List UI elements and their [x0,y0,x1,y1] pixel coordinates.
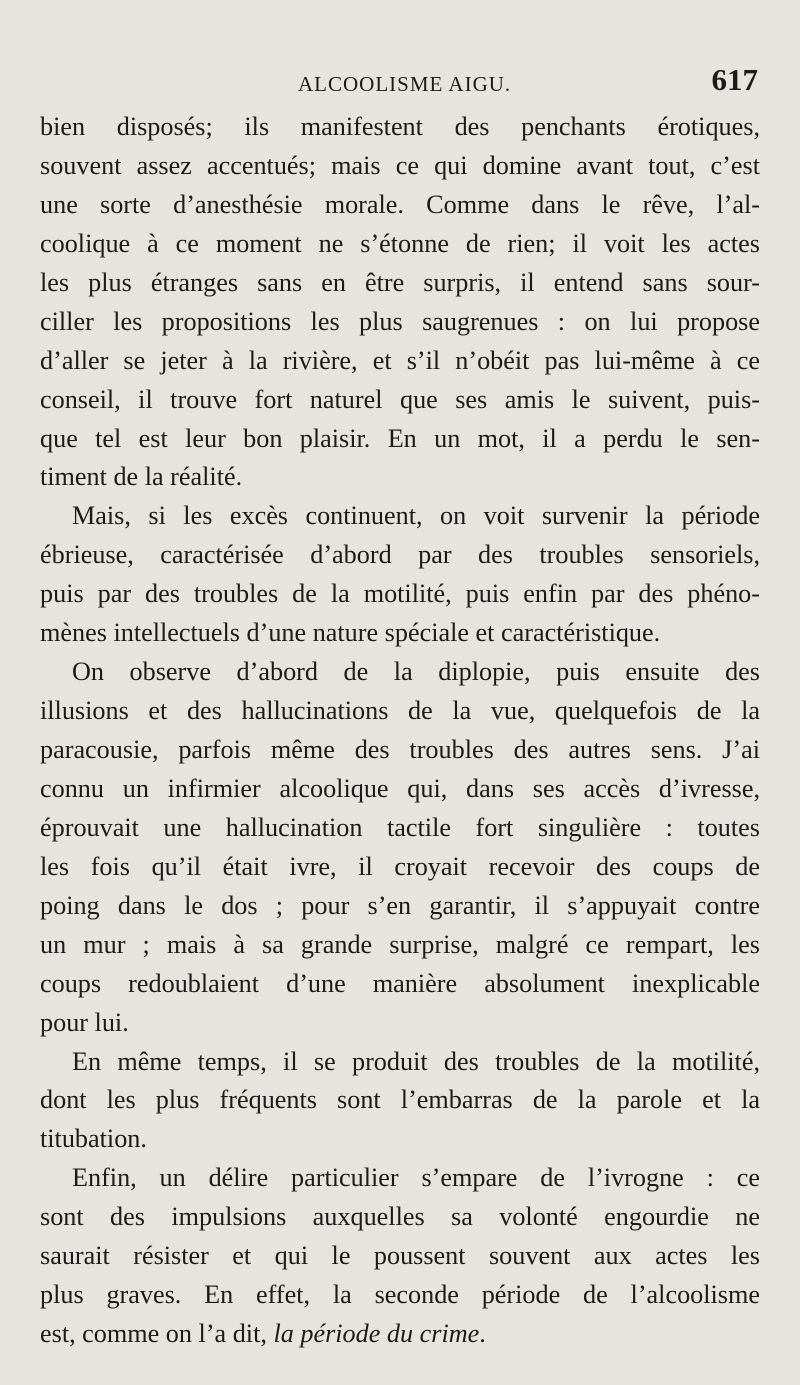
page-number: 617 [711,62,758,97]
text-line: les plus étranges sans en être surpris, il entend sans sour- [40,267,760,297]
text-line: ciller les propositions les plus saugrenues : on lui propose [40,306,760,336]
text-line: un mur ; mais à sa grande surprise, malgré ce rempart, les [40,929,760,959]
text-line: timent de la réalité. [40,462,243,492]
text-line: plus graves. En effet, la seconde période de l’alcoolisme [40,1280,760,1310]
text-line: coups redoublaient d’une manière absolument inexplicable [40,968,760,998]
text-line: souvent assez accentués; mais ce qui domine avant tout, c’est [40,150,760,180]
final-period: . [479,1319,486,1349]
paragraph-start-line: En même temps, il se produit des troubles de la motilité, [72,1046,760,1076]
final-text-line [40,1315,760,1354]
paragraph-start-line: Enfin, un délire particulier s’empare de l’ivrogne : ce [72,1163,760,1193]
page-header [40,62,760,98]
text-line: ébrieuse, caractérisée d’abord par des troubles sensoriels, [40,540,760,570]
text-line: dont les plus fréquents sont l’embarras de la parole et la [40,1085,760,1115]
final-line-text: est, comme on l’a dit, [40,1319,267,1349]
text-line: saurait résister et qui le poussent souvent aux actes les [40,1241,760,1271]
paragraph-start-line: Mais, si les excès continuent, on voit survenir la période [72,501,760,531]
text-line: titubation. [40,1124,147,1154]
text-line: une sorte d’anesthésie morale. Comme dans le rêve, l’al- [40,189,760,219]
text-line: sont des impulsions auxquelles sa volonté engourdie ne [40,1202,760,1232]
text-line: illusions et des hallucinations de la vue, quelquefois de la [40,696,760,726]
body-text [40,108,760,1354]
italic-phrase: la période du crime [273,1319,480,1349]
running-title: ALCOOLISME AIGU. [298,72,512,96]
text-line: d’aller se jeter à la rivière, et s’il n’obéit pas lui-même à ce [40,345,760,375]
text-line: mènes intellectuels d’une nature spéciale et caractéristique. [40,618,661,648]
text-line: conseil, il trouve fort naturel que ses amis le suivent, puis- [40,384,760,414]
text-line: les fois qu’il était ivre, il croyait recevoir des coups de [40,851,760,881]
text-line: paracousie, parfois même des troubles des autres sens. J’ai [40,735,760,764]
paragraph-start-line: On observe d’abord de la diplopie, puis ensuite des [72,657,760,687]
text-line: poing dans le dos ; pour s’en garantir, il s’appuyait contre [40,890,760,920]
text-line: éprouvait une hallucination tactile fort singulière : toutes [40,812,760,842]
text-line: connu un infirmier alcoolique qui, dans ses accès d’ivresse, [40,773,760,803]
text-line: bien disposés; ils manifestent des penchants érotiques, [40,112,760,141]
text-line: que tel est leur bon plaisir. En un mot, il a perdu le sen- [40,423,760,453]
text-line: coolique à ce moment ne s’étonne de rien; il voit les actes [40,228,760,258]
text-line: puis par des troubles de la motilité, puis enfin par des phéno- [40,579,760,609]
text-line: pour lui. [40,1007,129,1037]
